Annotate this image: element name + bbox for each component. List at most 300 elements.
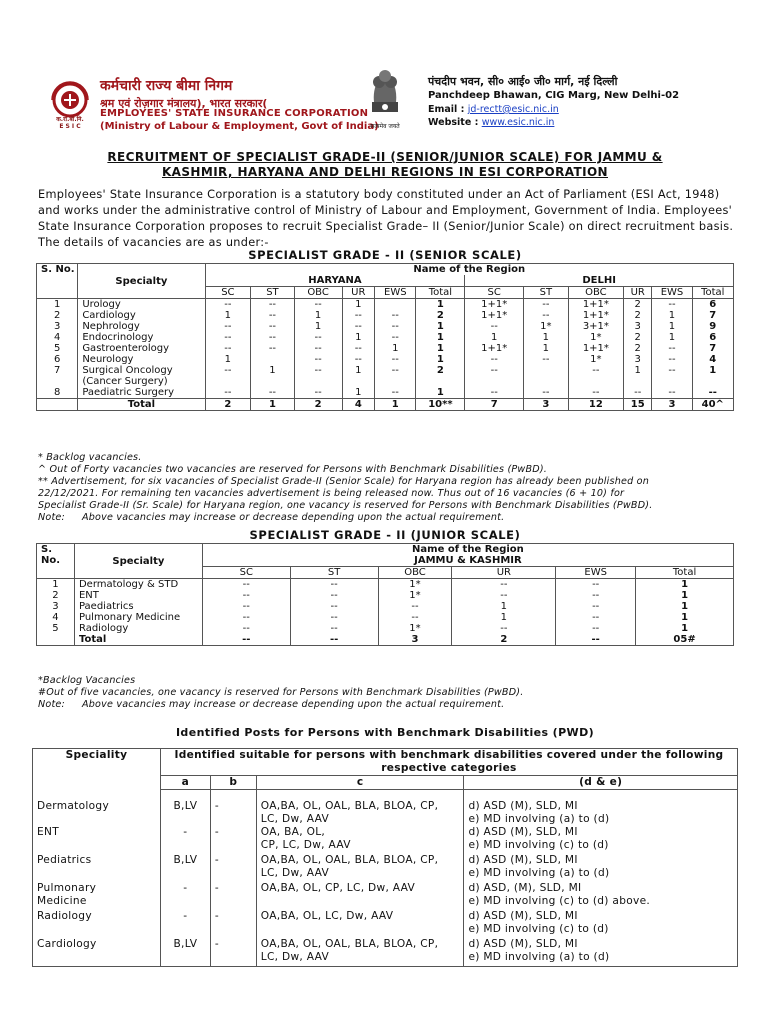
total-delhi-sc: 7 xyxy=(465,399,524,411)
col-ur: UR xyxy=(624,287,652,299)
cell-haryana-sc: 1 xyxy=(205,354,251,365)
total-haryana-obc: 2 xyxy=(294,399,342,411)
cell-b: - xyxy=(210,790,256,827)
cell-specialty: Radiology xyxy=(74,623,202,634)
cell-sc: -- xyxy=(202,612,290,623)
pwd-table xyxy=(32,748,738,967)
cell-e-line: e) MD involving (a) to (d) xyxy=(468,951,610,963)
cell-e-line: e) MD involving (c) to (d) xyxy=(468,923,609,935)
cell-delhi-st: -- xyxy=(524,387,569,399)
cell-ur: 1 xyxy=(452,601,556,612)
cell-d-line: d) ASD (M), SLD, MI xyxy=(468,800,578,812)
cell-c-line: OA,BA, OL, LC, Dw, AAV xyxy=(260,910,394,922)
cell-delhi-ews: -- xyxy=(652,365,692,387)
cell-obc: -- xyxy=(378,612,452,623)
table-row xyxy=(37,579,734,591)
cell-delhi-obc: 1* xyxy=(568,332,623,343)
cell-haryana-ur: -- xyxy=(342,354,375,365)
cell-sno: 8 xyxy=(37,387,78,399)
speciality-name: Pulmonary xyxy=(37,882,97,894)
cell-c-line: LC, Dw, AAV xyxy=(260,951,330,963)
col-total: Total xyxy=(636,567,734,579)
pwd-title: Identified Posts for Persons with Benchmark Disabilities (PWD) xyxy=(175,726,595,739)
total-delhi-ews: 3 xyxy=(652,399,692,411)
note-line: 22/12/2021. For remaining ten vacancies advertisement is being released now. Thus out of 16 vacancies (6 + 10) for xyxy=(38,488,625,499)
note-line xyxy=(38,699,524,711)
cell-speciality xyxy=(33,938,161,966)
cell-d-line: d) ASD (M), SLD, MI xyxy=(468,826,578,838)
email-link[interactable]: jd-rectt@esic.nic.in xyxy=(467,104,559,115)
cell-specialty xyxy=(78,354,205,365)
cell-de xyxy=(464,882,738,910)
cell-c xyxy=(256,910,464,938)
cell-sno: 5 xyxy=(37,343,78,354)
cell-specialty xyxy=(78,332,205,343)
cell-sno: 1 xyxy=(37,579,75,591)
col-obc: OBC xyxy=(378,567,452,579)
table-row xyxy=(37,590,734,601)
cell-delhi-ews: -- xyxy=(652,343,692,354)
cell-d-line: d) ASD (M), SLD, MI xyxy=(468,938,578,950)
cell-haryana-ur: -- xyxy=(342,310,375,321)
table-row xyxy=(37,387,734,399)
cell-delhi-ur: 1 xyxy=(624,365,652,387)
cell-delhi-ews: -- xyxy=(652,387,692,399)
cell-total: 1 xyxy=(636,590,734,601)
speciality-name: Radiology xyxy=(37,910,92,922)
cell-delhi-st: 1 xyxy=(524,332,569,343)
cell-b: - xyxy=(210,854,256,882)
cell-delhi-ur: 2 xyxy=(624,299,652,311)
specialty-name: Surgical Oncology xyxy=(82,365,173,376)
cell-haryana-sc: -- xyxy=(205,387,251,399)
total-ews: -- xyxy=(556,634,636,646)
cell-haryana-total: 1 xyxy=(416,343,465,354)
cell-delhi-st: 1* xyxy=(524,321,569,332)
cell-haryana-ews: -- xyxy=(375,354,416,365)
total-row xyxy=(37,634,734,646)
col-sno: S. No. xyxy=(37,264,78,299)
cell-de xyxy=(464,826,738,854)
total-haryana-total: 10** xyxy=(416,399,465,411)
cell-a: - xyxy=(160,882,210,910)
note-line xyxy=(38,512,652,524)
total-ur: 2 xyxy=(452,634,556,646)
cell-haryana-obc: -- xyxy=(294,343,342,354)
table-row xyxy=(33,854,738,882)
intro-paragraph: Employees' State Insurance Corporation is a statutory body constituted under an Act of Parliament (ESI Act, 1948) and works under the administrative control of Ministry of Labour and Employment, Government of India. Employees' State Insurance Corporation proposes to recruit Specialist Grade– II (Senior/Junior Scale) on direct recruitment basis. The details of vacancies are as under:- xyxy=(38,188,734,249)
table-row xyxy=(37,299,734,311)
cell-b: - xyxy=(210,826,256,854)
cell-haryana-ews: 1 xyxy=(375,343,416,354)
cell-obc: 1* xyxy=(378,590,452,601)
ministry-english: (Ministry of Labour & Employment, Govt of India) xyxy=(100,121,379,132)
cell-obc: -- xyxy=(378,601,452,612)
col-st: ST xyxy=(251,287,294,299)
cell-haryana-st: -- xyxy=(251,343,294,354)
cell-haryana-st: -- xyxy=(251,387,294,399)
cell-delhi-obc: 3+1* xyxy=(568,321,623,332)
specialty-name: Nephrology xyxy=(82,321,140,332)
cell-a: B,LV xyxy=(160,938,210,966)
cell-haryana-st: -- xyxy=(251,332,294,343)
col-region: Name of the Region xyxy=(205,264,733,276)
cell-e-line: e) MD involving (c) to (d) above. xyxy=(468,895,651,907)
cell-b: - xyxy=(210,938,256,966)
col-obc: OBC xyxy=(294,287,342,299)
col-b: b xyxy=(210,776,256,790)
note-label: Note: xyxy=(38,512,65,523)
esic-logo-icon xyxy=(44,80,96,120)
cell-haryana-ur: 1 xyxy=(342,387,375,399)
speciality-name: Cardiology xyxy=(37,938,97,950)
col-total: Total xyxy=(692,287,733,299)
total-delhi-st: 3 xyxy=(524,399,569,411)
note-line: Specialist Grade-II (Sr. Scale) for Haryana region, one vacancy is reserved for Persons with Benchmark Disabilities (PwBD). xyxy=(38,500,653,511)
cell-speciality xyxy=(33,910,161,938)
table-row xyxy=(37,321,734,332)
speciality-name-sub: Medicine xyxy=(37,895,87,907)
col-total: Total xyxy=(416,287,465,299)
cell-ur: -- xyxy=(452,623,556,634)
cell-c-line: OA,BA, OL, CP, LC, Dw, AAV xyxy=(260,882,416,894)
specialty-name: Urology xyxy=(82,299,121,310)
cell-sno: 4 xyxy=(37,332,78,343)
cell-delhi-ews: 1 xyxy=(652,310,692,321)
cell-haryana-ews: -- xyxy=(375,321,416,332)
col-delhi: DELHI xyxy=(465,275,734,287)
cell-sno xyxy=(37,399,78,411)
cell-delhi-st: -- xyxy=(524,310,569,321)
senior-scale-title: SPECIALIST GRADE - II (SENIOR SCALE) xyxy=(248,248,522,262)
cell-sc: -- xyxy=(202,601,290,612)
cell-sno: 6 xyxy=(37,354,78,365)
total-row xyxy=(37,399,734,411)
cell-sno xyxy=(37,634,75,646)
cell-ur: -- xyxy=(452,590,556,601)
cell-haryana-ur: -- xyxy=(342,321,375,332)
junior-notes xyxy=(38,675,524,711)
total-label: Total xyxy=(74,634,202,646)
table-row xyxy=(33,826,738,854)
cell-delhi-obc: 1+1* xyxy=(568,299,623,311)
cell-de xyxy=(464,790,738,827)
col-region: Name of the Region xyxy=(202,544,733,556)
table-row xyxy=(37,354,734,365)
cell-haryana-obc: -- xyxy=(294,365,342,387)
note-line: * Backlog vacancies. xyxy=(38,452,142,463)
total-haryana-ews: 1 xyxy=(375,399,416,411)
cell-c-line: LC, Dw, AAV xyxy=(260,813,330,825)
cell-sno: 2 xyxy=(37,310,78,321)
specialty-name: Gastroenterology xyxy=(82,343,170,354)
cell-haryana-obc: -- xyxy=(294,354,342,365)
cell-speciality xyxy=(33,854,161,882)
cell-specialty xyxy=(78,343,205,354)
specialty-name: Paediatric Surgery xyxy=(82,387,175,398)
cell-delhi-ur: 2 xyxy=(624,343,652,354)
cell-haryana-sc: -- xyxy=(205,365,251,387)
cell-haryana-total: 1 xyxy=(416,387,465,399)
cell-ur: -- xyxy=(452,579,556,591)
cell-e-line: e) MD involving (c) to (d) xyxy=(468,839,609,851)
cell-delhi-sc: -- xyxy=(465,354,524,365)
cell-delhi-total: 1 xyxy=(692,365,733,387)
cell-specialty xyxy=(78,310,205,321)
col-obc: OBC xyxy=(568,287,623,299)
cell-delhi-total: 6 xyxy=(692,332,733,343)
cell-sno: 3 xyxy=(37,601,75,612)
cell-specialty: Dermatology & STD xyxy=(74,579,202,591)
cell-ur: 1 xyxy=(452,612,556,623)
total-sc: -- xyxy=(202,634,290,646)
cell-haryana-ews: -- xyxy=(375,332,416,343)
cell-delhi-ews: -- xyxy=(652,299,692,311)
cell-st: -- xyxy=(290,601,378,612)
cell-delhi-ur: 2 xyxy=(624,332,652,343)
specialty-name-sub: (Cancer Surgery) xyxy=(82,376,168,387)
cell-total: 1 xyxy=(636,601,734,612)
cell-haryana-total: 2 xyxy=(416,365,465,387)
table-row xyxy=(37,612,734,623)
website-link[interactable]: www.esic.nic.in xyxy=(481,117,555,128)
cell-haryana-ur: -- xyxy=(342,343,375,354)
cell-specialty xyxy=(78,365,205,387)
cell-d-line: d) ASD (M), SLD, MI xyxy=(468,910,578,922)
cell-total: 1 xyxy=(636,579,734,591)
cell-haryana-ur: 1 xyxy=(342,365,375,387)
cell-c-line: OA, BA, OL, xyxy=(260,826,326,838)
cell-delhi-st: -- xyxy=(524,299,569,311)
junior-scale-title: SPECIALIST GRADE - II (JUNIOR SCALE) xyxy=(249,528,521,542)
cell-delhi-sc: 1 xyxy=(465,332,524,343)
cell-specialty xyxy=(78,299,205,311)
total-haryana-ur: 4 xyxy=(342,399,375,411)
cell-haryana-st xyxy=(251,354,294,365)
cell-delhi-sc: -- xyxy=(465,387,524,399)
cell-b: - xyxy=(210,882,256,910)
total-obc: 3 xyxy=(378,634,452,646)
cell-st: -- xyxy=(290,612,378,623)
cell-c-line: OA,BA, OL, OAL, BLA, BLOA, CP, xyxy=(260,854,439,866)
cell-haryana-obc: -- xyxy=(294,299,342,311)
cell-st: -- xyxy=(290,590,378,601)
col-haryana: HARYANA xyxy=(205,275,465,287)
cell-c xyxy=(256,826,464,854)
cell-delhi-obc: -- xyxy=(568,387,623,399)
cell-e-line: e) MD involving (a) to (d) xyxy=(468,813,610,825)
col-sno: S. No. xyxy=(37,544,75,579)
cell-a: B,LV xyxy=(160,790,210,827)
address-english: Panchdeep Bhawan, CIG Marg, New Delhi-02 xyxy=(428,90,680,101)
cell-ews: -- xyxy=(556,601,636,612)
cell-e-line: e) MD involving (a) to (d) xyxy=(468,867,610,879)
cell-delhi-total: 7 xyxy=(692,310,733,321)
cell-c xyxy=(256,938,464,966)
junior-scale-table xyxy=(36,543,734,646)
cell-a: B,LV xyxy=(160,854,210,882)
cell-delhi-obc: 1* xyxy=(568,354,623,365)
cell-delhi-sc: 1+1* xyxy=(465,310,524,321)
cell-st: -- xyxy=(290,623,378,634)
cell-haryana-st: -- xyxy=(251,310,294,321)
table-row xyxy=(37,310,734,321)
cell-speciality xyxy=(33,826,161,854)
table-row xyxy=(37,365,734,387)
total-label: Total xyxy=(78,399,205,411)
col-st: ST xyxy=(524,287,569,299)
cell-c xyxy=(256,854,464,882)
cell-specialty xyxy=(78,387,205,399)
cell-d-line: d) ASD (M), SLD, MI xyxy=(468,854,578,866)
cell-haryana-sc: -- xyxy=(205,299,251,311)
cell-ews: -- xyxy=(556,590,636,601)
cell-obc: 1* xyxy=(378,579,452,591)
cell-delhi-st: -- xyxy=(524,354,569,365)
cell-delhi-sc: -- xyxy=(465,321,524,332)
cell-b: - xyxy=(210,910,256,938)
cell-sno: 5 xyxy=(37,623,75,634)
table-row xyxy=(37,343,734,354)
org-name-english: EMPLOYEES' STATE INSURANCE CORPORATION xyxy=(100,108,369,119)
cell-haryana-obc: -- xyxy=(294,332,342,343)
col-specialty: Specialty xyxy=(74,544,202,579)
col-ur: UR xyxy=(342,287,375,299)
cell-haryana-sc: -- xyxy=(205,332,251,343)
col-st: ST xyxy=(290,567,378,579)
total-haryana-st: 1 xyxy=(251,399,294,411)
cell-de xyxy=(464,910,738,938)
note-text: Above vacancies may increase or decrease depending upon the actual requirement. xyxy=(82,699,505,710)
cell-delhi-st: 1 xyxy=(524,343,569,354)
col-ur: UR xyxy=(452,567,556,579)
emblem-motto: सत्यमेव जयते xyxy=(370,123,400,130)
total-delhi-obc: 12 xyxy=(568,399,623,411)
table-row xyxy=(33,790,738,827)
cell-delhi-ur: 3 xyxy=(624,321,652,332)
cell-c-line: OA,BA, OL, OAL, BLA, BLOA, CP, xyxy=(260,800,439,812)
specialty-name: Endocrinology xyxy=(82,332,154,343)
table-row xyxy=(33,882,738,910)
cell-haryana-ews: -- xyxy=(375,310,416,321)
cell-delhi-ur: 2 xyxy=(624,310,652,321)
cell-sno: 4 xyxy=(37,612,75,623)
col-de: (d & e) xyxy=(464,776,738,790)
cell-haryana-total: 1 xyxy=(416,299,465,311)
cell-delhi-sc: -- xyxy=(465,365,524,387)
cell-delhi-obc: 1+1* xyxy=(568,343,623,354)
cell-sno: 2 xyxy=(37,590,75,601)
cell-delhi-ur: -- xyxy=(624,387,652,399)
website-line: Website : www.esic.nic.in xyxy=(428,117,555,128)
cell-haryana-obc: 1 xyxy=(294,321,342,332)
cell-delhi-ur: 3 xyxy=(624,354,652,365)
cell-delhi-obc: -- xyxy=(568,365,623,387)
address-hindi: पंचदीप भवन, सी० आई० जी० मार्ग, नई दिल्ली xyxy=(428,75,618,88)
cell-specialty: ENT xyxy=(74,590,202,601)
cell-obc: 1* xyxy=(378,623,452,634)
total-total: 05# xyxy=(636,634,734,646)
col-identified: Identified suitable for persons with benchmark disabilities covered under the following respective categories xyxy=(160,749,737,776)
cell-a: - xyxy=(160,826,210,854)
cell-specialty: Pulmonary Medicine xyxy=(74,612,202,623)
cell-haryana-sc: -- xyxy=(205,343,251,354)
cell-haryana-st: 1 xyxy=(251,365,294,387)
cell-haryana-obc: -- xyxy=(294,387,342,399)
cell-haryana-ur: 1 xyxy=(342,332,375,343)
cell-haryana-sc: -- xyxy=(205,321,251,332)
cell-total: 1 xyxy=(636,612,734,623)
note-line: #Out of five vacancies, one vacancy is reserved for Persons with Benchmark Disabilities (PwBD). xyxy=(38,687,524,698)
national-emblem-icon xyxy=(362,62,408,122)
cell-haryana-st: -- xyxy=(251,299,294,311)
col-specialty: Specialty xyxy=(78,264,205,299)
cell-c xyxy=(256,882,464,910)
note-line: ** Advertisement, for six vacancies of Specialist Grade-II (Senior Scale) for Haryana region has already been published on xyxy=(38,476,649,487)
speciality-name: ENT xyxy=(37,826,59,838)
cell-total: 1 xyxy=(636,623,734,634)
cell-specialty xyxy=(78,321,205,332)
total-delhi-total: 40^ xyxy=(692,399,733,411)
cell-ews: -- xyxy=(556,612,636,623)
note-label: Note: xyxy=(38,699,65,710)
cell-speciality xyxy=(33,882,161,910)
note-line: *Backlog Vacancies xyxy=(38,675,136,686)
speciality-name: Pediatrics xyxy=(37,854,92,866)
note-line: ^ Out of Forty vacancies two vacancies are reserved for Persons with Benchmark Disabilities (PwBD). xyxy=(38,464,548,475)
cell-sc: -- xyxy=(202,579,290,591)
cell-delhi-total: 7 xyxy=(692,343,733,354)
cell-c xyxy=(256,790,464,827)
cell-delhi-ews: 1 xyxy=(652,332,692,343)
cell-haryana-obc: 1 xyxy=(294,310,342,321)
col-sc: SC xyxy=(465,287,524,299)
col-sc: SC xyxy=(205,287,251,299)
col-ews: EWS xyxy=(375,287,416,299)
cell-haryana-total: 1 xyxy=(416,354,465,365)
senior-notes xyxy=(38,452,652,524)
table-row xyxy=(33,938,738,966)
logo-caption: क.रा.बी.नि. E S I C xyxy=(56,116,84,130)
cell-d-line: d) ASD, (M), SLD, MI xyxy=(468,882,582,894)
cell-haryana-total: 2 xyxy=(416,310,465,321)
table-row xyxy=(37,601,734,612)
ministry-hindi: श्रम एवं रोज़गार मंत्रालय), भारत सरकार( xyxy=(100,97,268,110)
cell-a: - xyxy=(160,910,210,938)
cell-haryana-total: 1 xyxy=(416,332,465,343)
cell-delhi-sc: 1+1* xyxy=(465,299,524,311)
cell-sno: 7 xyxy=(37,365,78,387)
cell-delhi-ews: -- xyxy=(652,354,692,365)
cell-ews: -- xyxy=(556,623,636,634)
cell-specialty: Paediatrics xyxy=(74,601,202,612)
cell-st: -- xyxy=(290,579,378,591)
col-ews: EWS xyxy=(652,287,692,299)
cell-speciality xyxy=(33,790,161,827)
col-jammu-kashmir: JAMMU & KASHMIR xyxy=(202,555,733,567)
cell-delhi-sc: 1+1* xyxy=(465,343,524,354)
specialty-name: Cardiology xyxy=(82,310,136,321)
cell-de xyxy=(464,854,738,882)
cell-delhi-total: -- xyxy=(692,387,733,399)
total-haryana-sc: 2 xyxy=(205,399,251,411)
cell-haryana-ews: -- xyxy=(375,365,416,387)
cell-ews: -- xyxy=(556,579,636,591)
letterhead xyxy=(0,60,770,140)
cell-haryana-ews: -- xyxy=(375,387,416,399)
cell-haryana-sc: 1 xyxy=(205,310,251,321)
cell-c-line: CP, LC, Dw, AAV xyxy=(260,839,351,851)
